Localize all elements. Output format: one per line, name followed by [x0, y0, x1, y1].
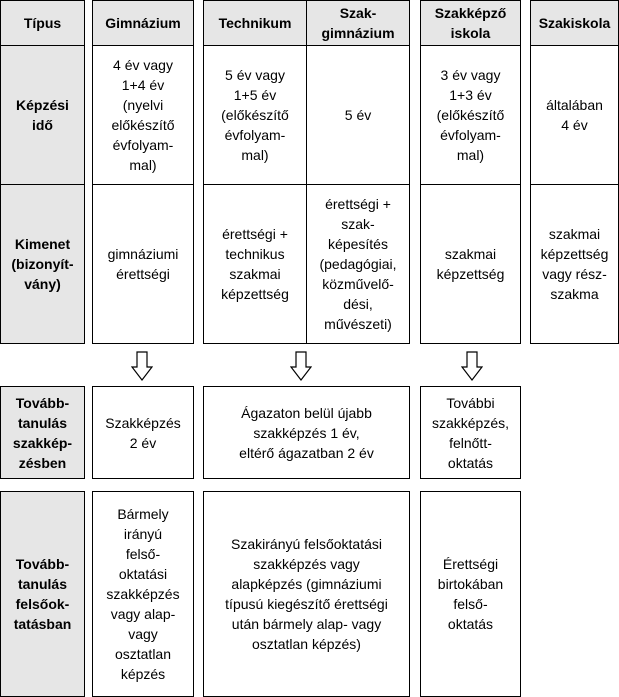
cell-tovabb-felsooktatas-szakkepzo: [420, 491, 521, 697]
cell-text: Bármely irányú felső- oktatási szakképzés vagy alap- vagy osztatlan képzés: [106, 506, 180, 682]
cell-kimenet-technikum: [203, 184, 307, 344]
cell-text: Szakirányú felsőoktatási szakképzés vagy alapképzés (gimnáziumi típusú kiegészítő érettségi után bármely alap- vagy osztatlan képzés): [225, 536, 388, 652]
cell-text: 5 év: [344, 107, 372, 123]
cell-kimenet-szakiskola: [530, 184, 619, 344]
cell-text: 5 év vagy 1+5 év (előkészítő évfolyam- mal): [221, 67, 289, 163]
cell-text: Ágazaton belül újabb szakképzés 1 év, eltérő ágazatban 2 év: [239, 404, 374, 461]
header-technikum: [203, 0, 307, 46]
down-arrow-icon: [290, 351, 312, 381]
down-arrow-icon: [131, 351, 153, 381]
label-kimenet: [0, 184, 85, 344]
header-gimnazium: [92, 0, 194, 46]
header-szakkepzo: [420, 0, 521, 46]
cell-kimenet-gimnazium: [92, 184, 194, 344]
down-arrow-icon: [461, 351, 483, 381]
cell-kimenet-szakgimnazium: [306, 184, 410, 344]
label-tovabb-felsooktatas: [0, 491, 85, 697]
cell-kepzesi-ido-szakkepzo: [420, 45, 521, 185]
header-szakiskola: [530, 0, 619, 46]
cell-tovabb-szakkepzes-technikum: [203, 386, 410, 479]
label-tovabb-felsooktatas-text: Tovább- tanulás felsőok- tatásban: [13, 556, 72, 632]
cell-text: általában 4 év: [546, 97, 603, 133]
cell-text: 4 év vagy 1+4 év (nyelvi előkészítő évfolyam- mal): [111, 57, 175, 173]
cell-kepzesi-ido-gimnazium: [92, 45, 194, 185]
cell-text: szakmai képzettség vagy rész- szakma: [540, 226, 609, 302]
cell-tovabb-szakkepzes-gimnazium: [92, 386, 194, 479]
label-kepzesi-ido-text: Képzési idő: [16, 97, 69, 133]
header-szakiskola-text: Szakiskola: [538, 15, 611, 31]
label-kimenet-text: Kimenet (bizonyít- vány): [11, 236, 74, 292]
cell-kepzesi-ido-szakiskola: [530, 45, 619, 185]
cell-text: érettségi + szak- képesítés (pedagógiai, közművelő- dési, művészeti): [319, 196, 397, 332]
cell-kepzesi-ido-szakgimnazium: [306, 45, 410, 185]
cell-tovabb-szakkepzes-szakkepzo: [420, 386, 521, 479]
cell-tovabb-felsooktatas-gimnazium: [92, 491, 194, 697]
cell-text: szakmai képzettség: [436, 246, 505, 282]
header-tipus-text: Típus: [23, 15, 62, 31]
cell-text: Szakképzés 2 év: [105, 414, 181, 451]
label-tovabb-szakkepzes: [0, 386, 85, 479]
cell-text: 3 év vagy 1+3 év (előkészítő évfolyam- mal): [436, 67, 505, 163]
header-gimnazium-text: Gimnázium: [105, 15, 181, 31]
label-tovabb-szakkepzes-text: Tovább- tanulás szakkép- zésben: [12, 394, 73, 471]
cell-text: érettségi + technikus szakmai képzettség: [221, 226, 289, 302]
cell-tovabb-felsooktatas-technikum: [203, 491, 410, 697]
header-szakgimnazium-text: Szak- gimnázium: [321, 5, 395, 41]
cell-kepzesi-ido-technikum: [203, 45, 307, 185]
header-szakkepzo-text: Szakképző iskola: [434, 5, 507, 41]
header-technikum-text: Technikum: [218, 15, 292, 31]
cell-text: Érettségi birtokában felső- oktatás: [437, 556, 504, 632]
header-tipus: [0, 0, 85, 46]
cell-kimenet-szakkepzo: [420, 184, 521, 344]
header-szakgimnazium: [306, 0, 410, 46]
cell-text: gimnáziumi érettségi: [107, 246, 179, 282]
label-kepzesi-ido: [0, 45, 85, 185]
cell-text: További szakképzés, felnőtt- oktatás: [431, 394, 510, 471]
